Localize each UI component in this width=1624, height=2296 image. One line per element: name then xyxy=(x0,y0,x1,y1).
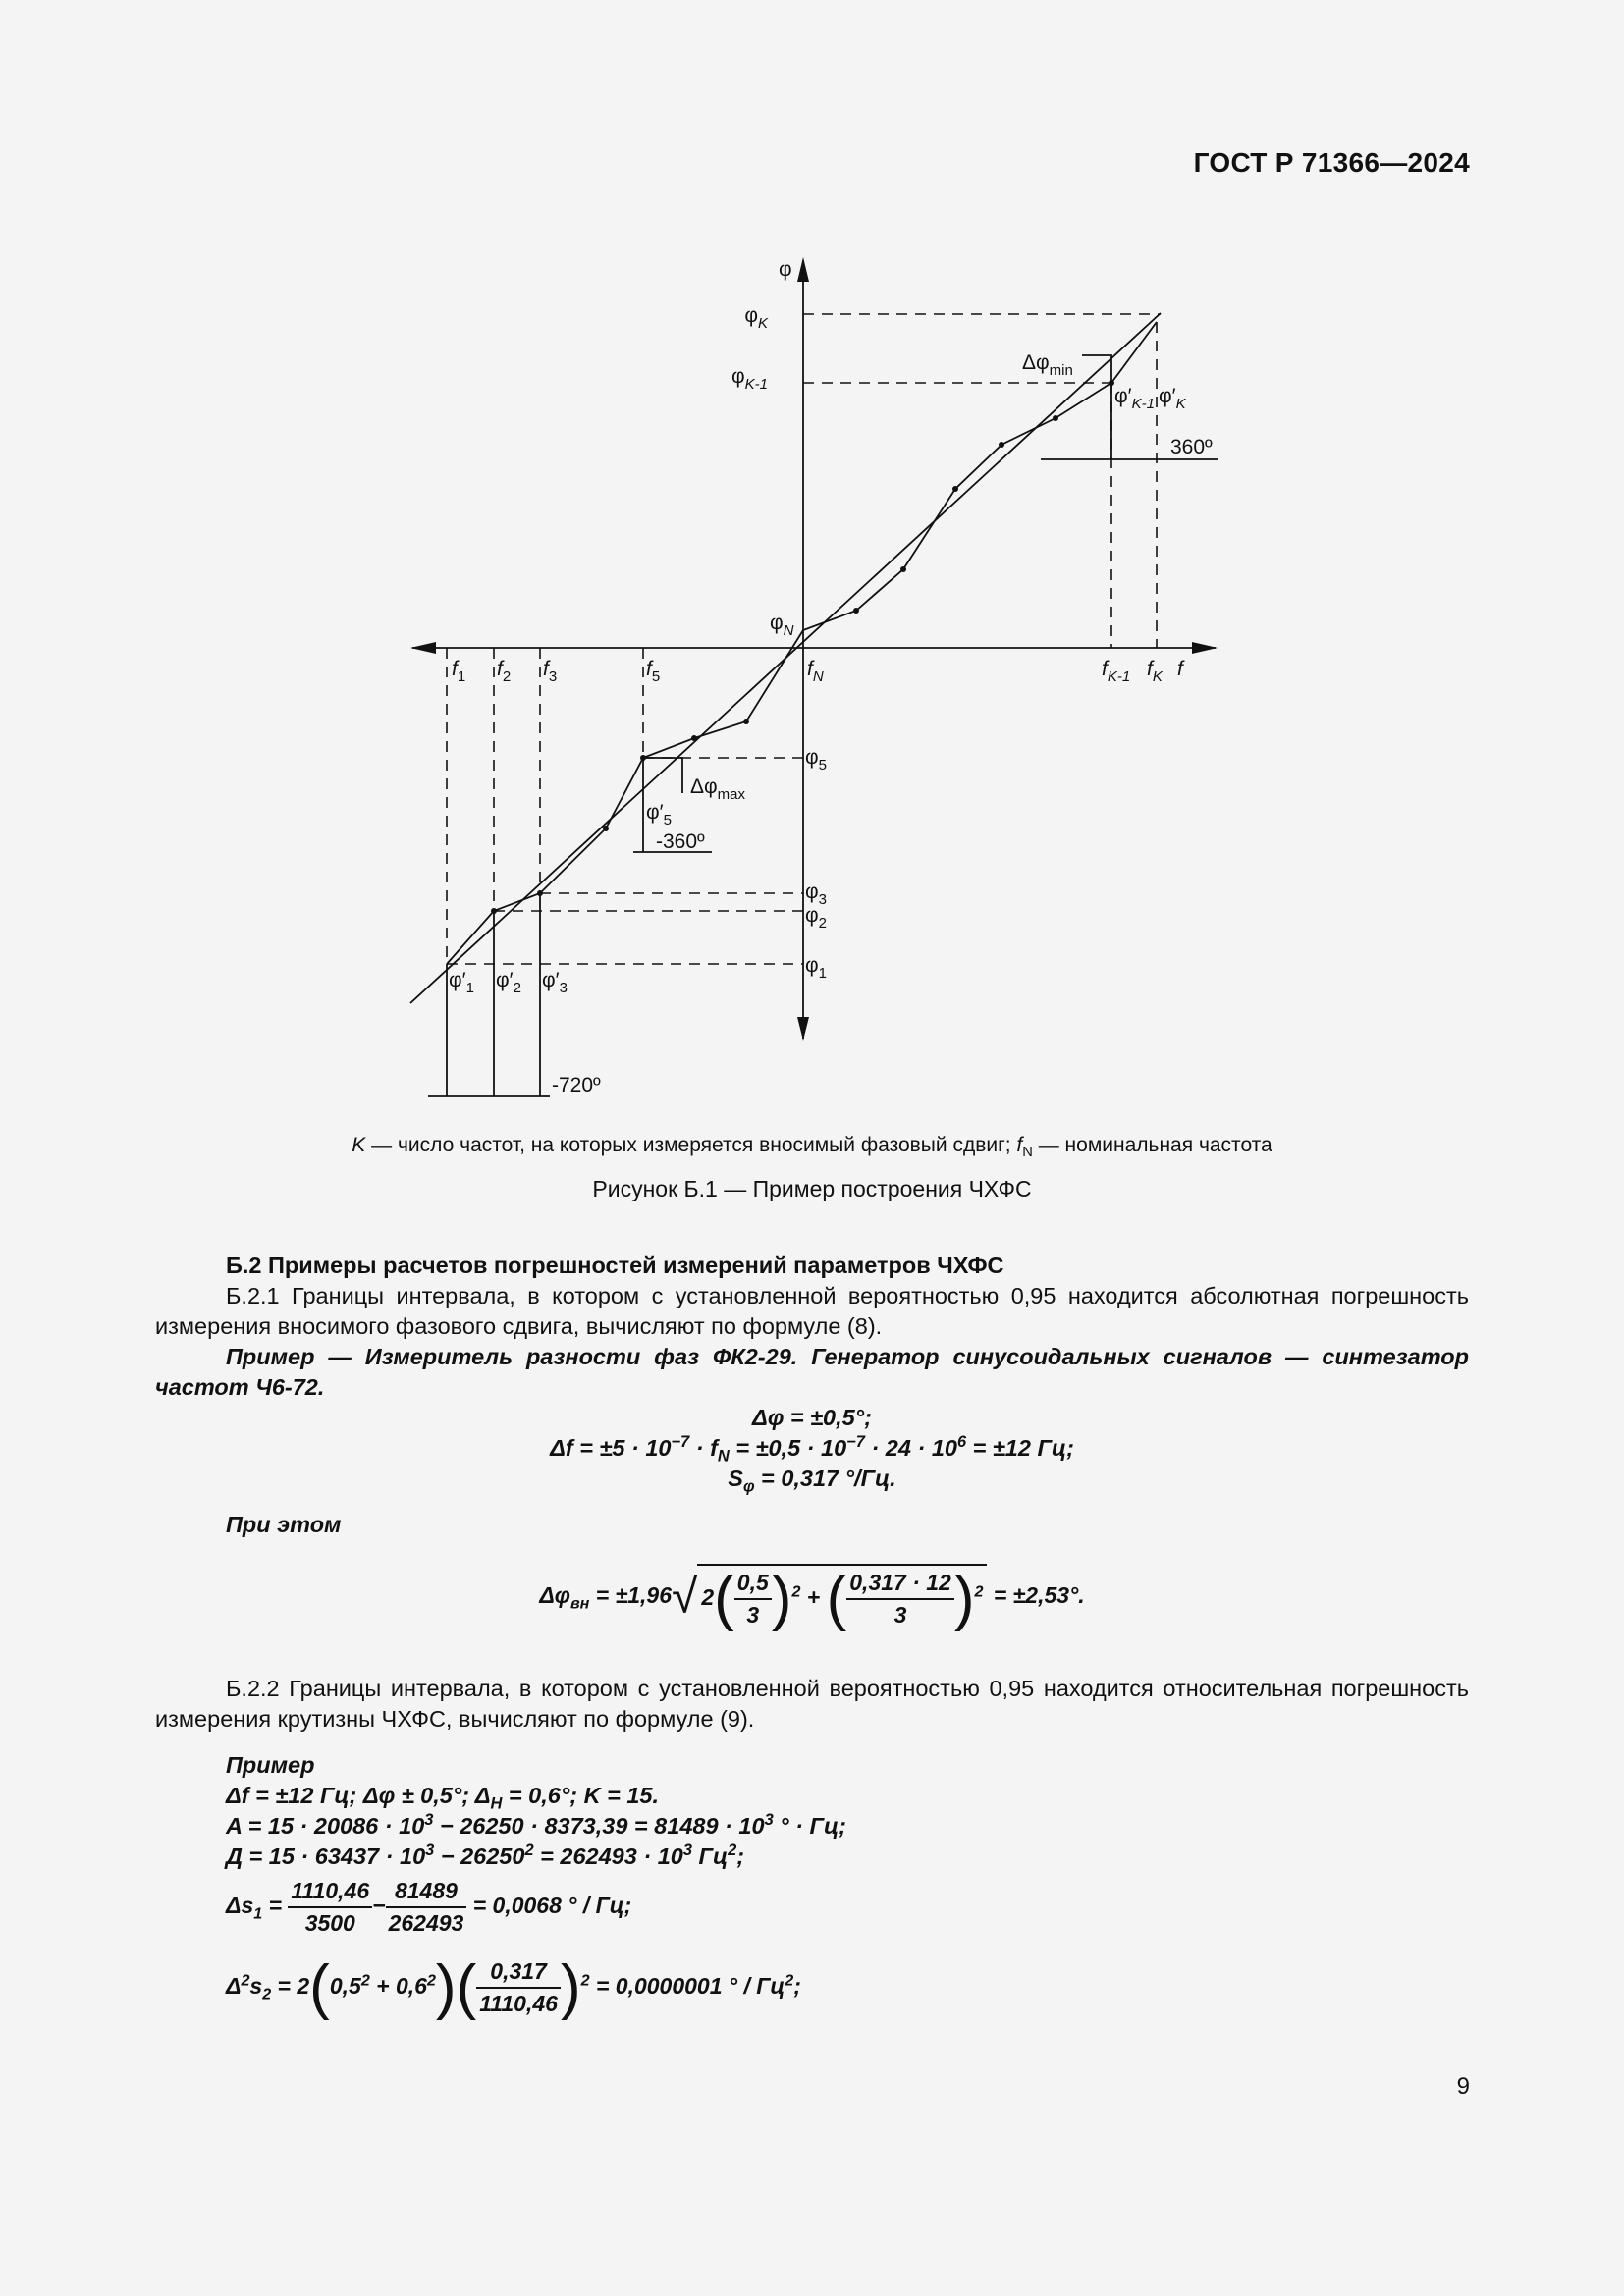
svg-text:φ5: $\varphi_5$ xyxy=(805,746,827,774)
svg-text:f2: $f_2$ xyxy=(497,658,512,685)
f-axis-arrow-left xyxy=(410,642,436,654)
svg-text:φ3: $\varphi_3$ xyxy=(805,881,827,908)
svg-text:φ′3: $\varphi'_3$ xyxy=(542,969,568,996)
svg-text:-720º: -720º xyxy=(552,1074,601,1096)
svg-text:fN: $f_N$ xyxy=(807,658,824,685)
svg-text:φK: $\varphi_K$ xyxy=(744,304,768,332)
svg-text:fK: $f_K$ xyxy=(1147,658,1163,685)
svg-text:φ′2: $\varphi'_2$ xyxy=(496,969,521,996)
page-number: 9 xyxy=(1456,2073,1470,2100)
phi-axis-arrow-up xyxy=(797,257,809,282)
svg-text:φ′K: $\varphi'_K$ xyxy=(1159,385,1186,412)
svg-text:-360º: -360º xyxy=(656,830,705,853)
svg-text:Δφmax: $\Delta\varphi_{max}$ xyxy=(690,775,745,803)
figure-note: K — число частот, на которых измеряется вносимый фазовый сдвиг; $f_N$ — номинальная частота xyxy=(352,1134,1272,1161)
formula-dphi-vn: $\Delta\varphi_{вн} = \pm 1,96√$ 2( $\frac{0,5}{3}$ )$^2$ + ( $\frac{0,317 \cdot 12}{3}$ )$^2$ = ±2,53°. xyxy=(539,1565,1085,1632)
equation-dphi: Δφ = ±0,5°; xyxy=(752,1405,872,1430)
pri-etom: При этом xyxy=(226,1512,342,1537)
paragraph-b21: Б.2.1 Границы интервала, в котором с установленной вероятностью 0,95 находится абсолютная погрешность измерения вносимого фазового сдвига, вычисляют по формуле (8). xyxy=(155,1283,1469,1339)
svg-text:f3: $f_3$ xyxy=(543,658,558,685)
formula-d2s2: $\Delta^2s_2 = 2(0,5^2 + 0,6^2)$( $\frac{0,317}{1110,46}$ )$^2$ = 0,0000001 ° / $Гц^2$; xyxy=(226,1953,801,2021)
f-axis-arrow-right xyxy=(1192,642,1218,654)
svg-text:360º: 360º xyxy=(1170,436,1213,458)
svg-text:φK-1: $\varphi_{K-1}$ xyxy=(731,365,768,393)
svg-text:f: f xyxy=(1177,658,1183,680)
svg-text:fK-1: $f_{K-1}$ xyxy=(1102,658,1131,685)
svg-text:φ′K-1: $\varphi'_{K-1}$ xyxy=(1114,385,1155,412)
svg-text:φ1: $\varphi_1$ xyxy=(805,954,827,982)
svg-text:f5: $f_5$ xyxy=(646,658,661,685)
document-header: ГОСТ Р 71366—2024 xyxy=(1193,147,1470,178)
svg-text:Δφmin: $\Delta\varphi_{min}$ xyxy=(1022,351,1073,379)
svg-text:φ2: $\varphi_2$ xyxy=(805,904,827,932)
svg-text:φ′5: $\varphi'_5$ xyxy=(646,801,672,828)
section-heading: Б.2 Примеры расчетов погрешностей измерений параметров ЧХФС xyxy=(226,1253,1004,1278)
section-b2 xyxy=(155,1251,1469,2019)
example-2: Пример Δf = ±12 Гц; Δφ ± 0,5°; $\Delta_Н = 0,6^\circ$; K = 15. $A = 15 \cdot 20086 \cdot 10^3 - 26250 \cdot 8373,39 = 81489 \cdot 10^3$ ° · Гц; $Д = 15 \cdot 63437 \cdot 10^3 - 26250^2 = 262493 \cdot 10^3$ $Гц^2$; $\Delta s_1$ = $\frac{1110,46}{3500}$ − $\frac{81489}{262493}$ = 0,0068 ° / Гц; $\Delta^2s_2 = 2(0,5^2 + 0,6^2)$( $\frac{0,317}{1110,46}$ )$^2$ = 0,0000001 ° / $Гц^2$; xyxy=(155,1750,1469,2019)
paragraph-b22: Б.2.2 Границы интервала, в котором с установленной вероятностью 0,95 находится относительная погрешность измерения крутизны ЧХФС, вычисляют по формуле (9). xyxy=(155,1676,1469,1732)
phi-axis-arrow-down xyxy=(797,1017,809,1041)
svg-text:φ: φ xyxy=(779,258,792,281)
equation-sphi: $S_\varphi = 0,317$ °/Гц. xyxy=(728,1466,896,1496)
svg-text:φN: $\varphi_N$ xyxy=(770,612,794,639)
phase-frequency-figure xyxy=(373,245,1237,1109)
equation-df: $\Delta f = \pm 5 \cdot 10^{-7} \cdot f_N = \pm 0,5 \cdot 10^{-7} \cdot 24 \cdot 10^6 = \pm 12$ Гц; xyxy=(550,1433,1074,1466)
svg-text:φ′1: $\varphi'_1$ xyxy=(449,969,474,996)
figure-title: Рисунок Б.1 — Пример построения ЧХФС xyxy=(592,1176,1032,1201)
example-1: Пример — Измеритель разности фаз ФК2-29. Генератор синусоидальных сигналов — синтезатор частот Ч6-72. xyxy=(155,1344,1469,1400)
svg-text:f1: $f_1$ xyxy=(452,658,466,685)
formula-ds1: $\Delta s_1$ = $\frac{1110,46}{3500}$ − $\frac{81489}{262493}$ = 0,0068 ° / Гц; xyxy=(226,1878,632,1936)
